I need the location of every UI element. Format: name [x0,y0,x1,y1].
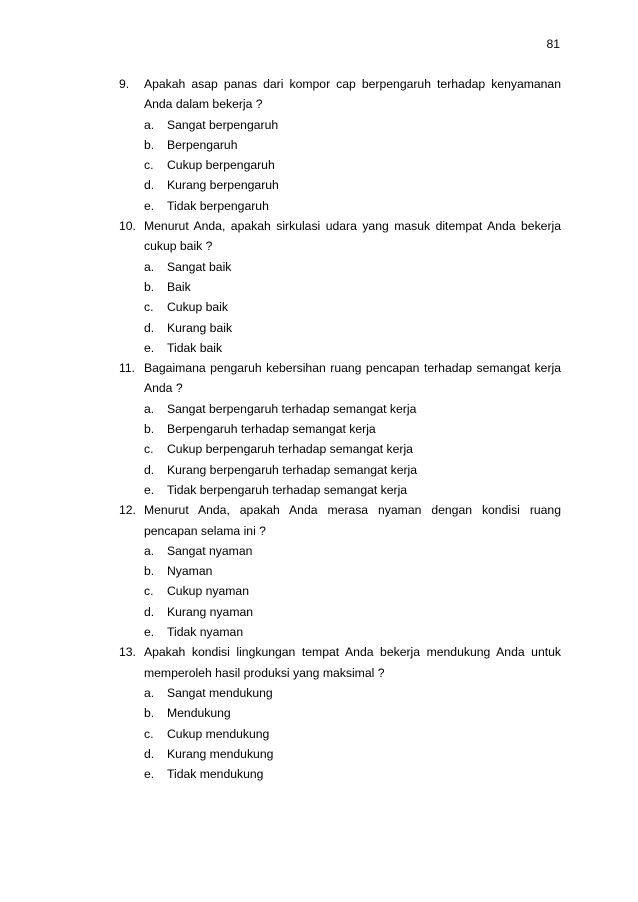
option-a [119,115,561,135]
option-text: Berpengaruh terhadap semangat kerja [167,422,376,437]
option-a [119,541,561,561]
option-b [119,277,561,297]
option-e [119,338,561,358]
option-text: Nyaman [167,564,213,579]
option-text: Kurang berpengaruh terhadap semangat kerja [167,462,418,477]
option-list [119,257,561,358]
option-letter: b. [144,564,155,579]
option-text: Sangat nyaman [167,543,253,558]
option-b [119,419,561,439]
option-letter: e. [144,340,155,355]
question-number: 12. [119,503,136,518]
option-letter: b. [144,279,155,294]
question-9 [119,74,561,216]
option-c [119,155,561,175]
option-d [119,175,561,195]
option-text: Cukup berpengaruh terhadap semangat kerja [167,442,413,457]
option-letter: c. [144,584,154,599]
option-text: Sangat berpengaruh [167,117,279,132]
option-letter: e. [144,198,155,213]
option-text: Tidak berpengaruh terhadap semangat kerja [167,482,408,497]
option-text: Kurang mendukung [167,746,274,761]
option-text: Tidak berpengaruh [167,198,269,213]
question-line [119,642,561,683]
option-a [119,257,561,277]
option-letter: b. [144,422,155,437]
option-letter: e. [144,767,155,782]
question-text: Apakah kondisi lingkungan tempat Anda bekerja mendukung Anda untuk memperoleh hasil produksi yang maksimal ? [144,645,561,680]
option-letter: d. [144,462,155,477]
question-number: 9. [119,77,130,91]
option-letter: a. [144,685,155,700]
option-letter: d. [144,746,155,761]
question-13 [119,642,561,784]
question-12 [119,500,561,642]
option-text: Kurang berpengaruh [167,178,279,193]
option-d [119,744,561,764]
option-letter: d. [144,604,155,619]
option-c [119,724,561,744]
question-line [119,216,561,257]
option-text: Sangat berpengaruh terhadap semangat kerja [167,401,417,416]
option-list [119,115,561,216]
option-letter: e. [144,625,155,640]
option-letter: c. [144,726,154,741]
option-text: Tidak baik [167,340,223,355]
option-e [119,196,561,216]
question-list [119,74,561,784]
option-list [119,399,561,500]
option-b [119,135,561,155]
option-letter: c. [144,158,154,173]
option-text: Sangat baik [167,259,232,274]
question-number: 10. [119,219,136,234]
option-list [119,683,561,784]
option-c [119,297,561,317]
option-text: Mendukung [167,706,231,721]
question-text: Menurut Anda, apakah sirkulasi udara yang masuk ditempat Anda bekerja cukup baik ? [144,219,561,254]
option-b [119,703,561,723]
option-list [119,541,561,642]
option-letter: d. [144,178,155,193]
option-text: Tidak nyaman [167,625,244,640]
option-text: Kurang baik [167,320,233,335]
option-e [119,764,561,784]
question-line [119,358,561,399]
question-text: Menurut Anda, apakah Anda merasa nyaman dengan kondisi ruang pencapan selama ini ? [144,503,561,538]
question-text: Apakah asap panas dari kompor cap berpengaruh terhadap kenyamanan Anda dalam bekerja ? [144,77,561,112]
option-text: Baik [167,279,191,294]
option-b [119,561,561,581]
option-text: Kurang nyaman [167,604,254,619]
option-text: Cukup mendukung [167,726,270,741]
option-letter: b. [144,137,155,152]
question-10 [119,216,561,358]
question-line [119,74,561,115]
option-text: Sangat mendukung [167,685,273,700]
option-d [119,602,561,622]
option-text: Cukup berpengaruh [167,158,275,173]
option-text: Berpengaruh [167,137,238,152]
option-letter: e. [144,482,155,497]
option-d [119,318,561,338]
option-letter: a. [144,543,155,558]
question-number: 11. [119,361,136,376]
option-letter: b. [144,706,155,721]
option-text: Cukup baik [167,300,228,315]
option-c [119,581,561,601]
option-text: Cukup nyaman [167,584,249,599]
option-letter: a. [144,401,155,416]
question-number: 13. [119,645,136,660]
option-d [119,460,561,480]
option-e [119,622,561,642]
option-letter: a. [144,259,155,274]
page-number: 81 [546,37,560,51]
question-line [119,500,561,541]
option-a [119,683,561,703]
question-11 [119,358,561,500]
option-c [119,439,561,459]
option-letter: c. [144,442,154,457]
option-letter: c. [144,300,154,315]
option-text: Tidak mendukung [167,767,264,782]
option-e [119,480,561,500]
option-letter: d. [144,320,155,335]
question-text: Bagaimana pengaruh kebersihan ruang pencapan terhadap semangat kerja Anda ? [144,361,561,396]
option-letter: a. [144,117,155,132]
option-a [119,399,561,419]
